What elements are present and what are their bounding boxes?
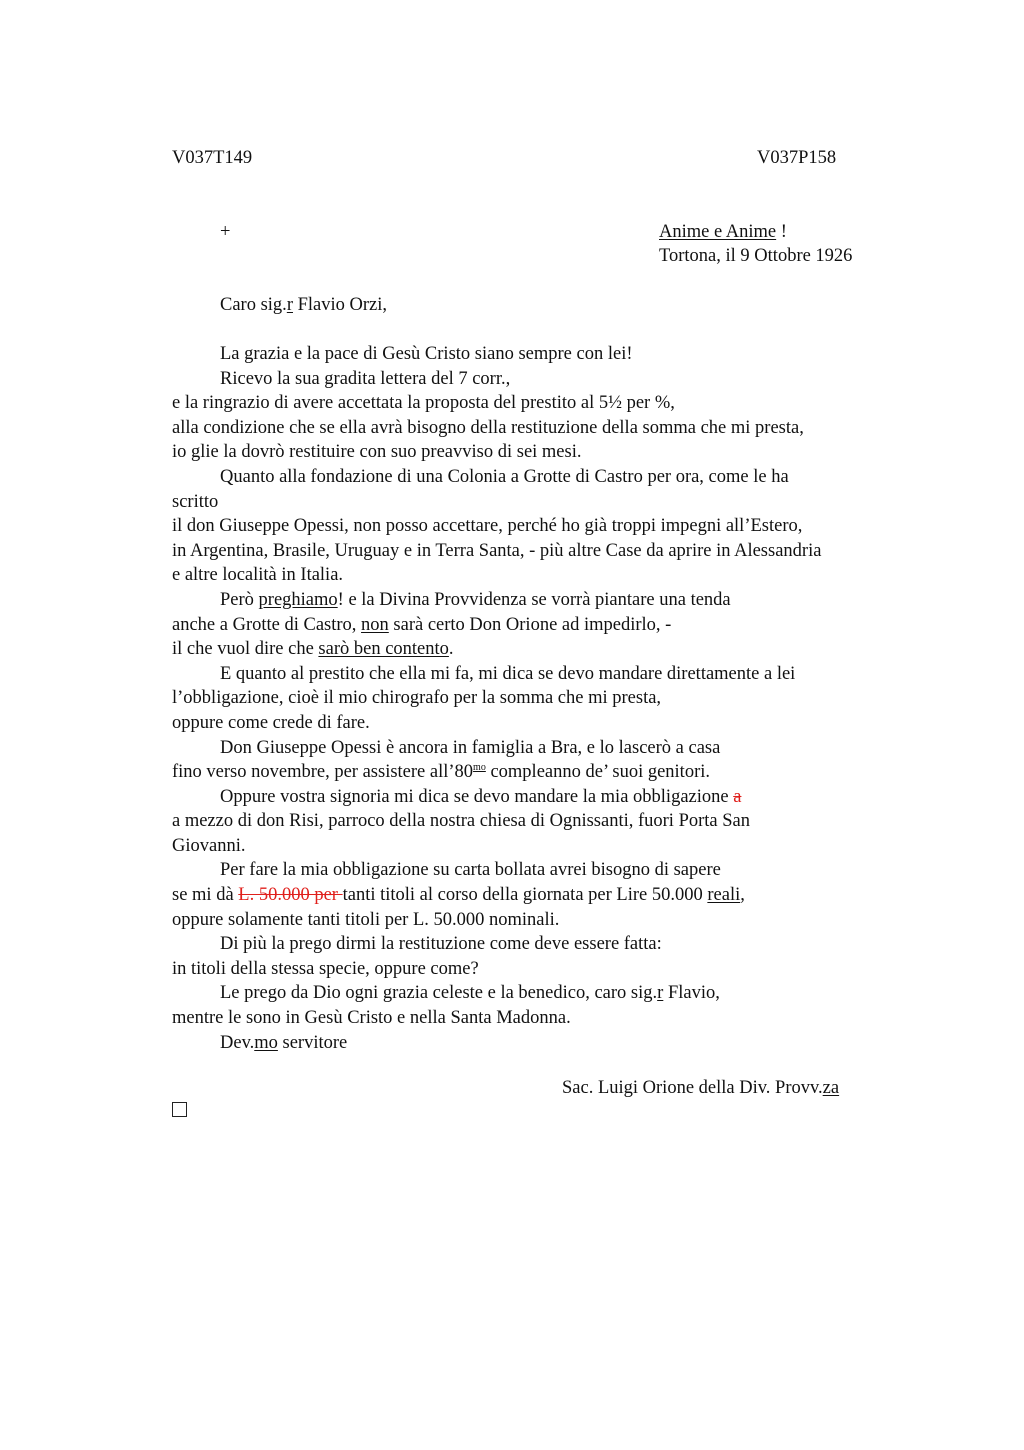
motto — [659, 220, 787, 245]
salutation — [220, 293, 387, 318]
text-segment: tanti titoli al corso della giornata per Lire 50.000 — [342, 885, 708, 906]
text-segment: anche a Grotte di Castro, — [172, 614, 362, 635]
body-line: oppure solamente tanti titoli per L. 50.000 nominali. — [172, 909, 560, 930]
cross-mark: + — [220, 222, 231, 242]
salutation-name: Flavio Orzi, — [292, 295, 388, 315]
body-line: scritto — [172, 491, 219, 512]
body-line: Giovanni. — [172, 835, 246, 856]
body-line: Di più la prego dirmi la restituzione come deve essere fatta: — [220, 934, 662, 955]
text-segment: sarà certo Don Orione ad impedirlo, - — [388, 614, 672, 635]
body-line: in Argentina, Brasile, Uruguay e in Terra Santa, - più altre Case da aprire in Alessandria — [172, 540, 822, 561]
body-line: E quanto al prestito che ella mi fa, mi dica se devo mandare direttamente a lei — [220, 663, 796, 684]
body-line: alla condizione che se ella avrà bisogno della restituzione della somma che mi presta, — [172, 417, 804, 438]
body-line: Don Giuseppe Opessi è ancora in famiglia a Bra, e lo lascerò a casa — [220, 737, 721, 758]
document-code-right: V037P158 — [757, 148, 837, 168]
underlined-word: preghiamo — [258, 589, 338, 610]
body-line: mentre le sono in Gesù Cristo e nella Santa Madonna. — [172, 1008, 571, 1029]
deleted-text: a — [733, 786, 742, 807]
text-segment: fino verso novembre, per assistere all’80 — [172, 762, 474, 783]
body-line: Per fare la mia obbligazione su carta bollata avrei bisogno di sapere — [220, 860, 721, 881]
body-line: l’obbligazione, cioè il mio chirografo per la somma che mi presta, — [172, 688, 662, 709]
text-segment: compleanno de’ suoi genitori. — [485, 762, 710, 783]
text-segment: , — [740, 885, 745, 906]
body-line: La grazia e la pace di Gesù Cristo siano sempre con lei! — [220, 344, 633, 364]
text-segment: Però — [220, 589, 259, 610]
text-segment: ! e la Divina Provvidenza se vorrà piantare una tenda — [337, 589, 731, 610]
text-segment: Flavio, — [663, 983, 720, 1004]
end-marker-box — [172, 1102, 187, 1117]
text-segment: Oppure vostra signoria mi dica se devo mandare la mia obbligazione — [220, 786, 734, 807]
motto-exclamation: ! — [776, 222, 787, 242]
letter-body — [172, 342, 912, 1055]
body-line: Ricevo la sua gradita lettera del 7 corr., — [220, 368, 511, 389]
document-code-left: V037T149 — [172, 148, 253, 168]
body-line: oppure come crede di fare. — [172, 712, 370, 733]
salutation-part: Caro sig. — [220, 295, 287, 315]
body-line — [172, 981, 912, 1006]
body-line — [172, 588, 912, 613]
body-line: in titoli della stessa specie, oppure come? — [172, 958, 479, 979]
underlined-word: reali — [707, 885, 741, 906]
signature-abbrev: za — [822, 1078, 840, 1098]
body-line: e la ringrazio di avere accettata la proposta del prestito al 5½ per %, — [172, 393, 675, 414]
body-line — [172, 1031, 912, 1056]
text-segment: . — [448, 639, 454, 660]
text-segment: se mi dà — [172, 885, 239, 906]
underlined-abbrev: mo — [254, 1032, 278, 1053]
deleted-text: L. 50.000 per — [238, 885, 343, 906]
underlined-word: non — [361, 614, 389, 635]
underlined-abbrev: r — [657, 983, 664, 1004]
body-line: io glie la dovrò restituire con suo preavviso di sei mesi. — [172, 442, 582, 463]
signature-text: Sac. Luigi Orione della Div. Provv. — [562, 1078, 823, 1098]
body-line — [172, 613, 912, 638]
body-line: il don Giuseppe Opessi, non posso accettare, perché ho già troppi impegni all’Estero, — [172, 516, 803, 537]
body-line — [172, 760, 912, 785]
body-line — [172, 883, 912, 908]
superscript: mo — [473, 762, 486, 774]
body-line — [172, 637, 912, 662]
place-date: Tortona, il 9 Ottobre 1926 — [659, 246, 853, 266]
signature — [562, 1076, 839, 1101]
salutation-abbrev: r — [286, 295, 293, 315]
text-segment: Dev. — [220, 1032, 255, 1053]
motto-text: Anime e Anime — [659, 222, 777, 242]
body-line — [172, 785, 912, 810]
text-segment: il che vuol dire che — [172, 639, 319, 660]
body-line: a mezzo di don Risi, parroco della nostra chiesa di Ognissanti, fuori Porta San — [172, 811, 750, 832]
text-segment: Le prego da Dio ogni grazia celeste e la benedico, caro sig. — [220, 983, 658, 1004]
body-line: Quanto alla fondazione di una Colonia a Grotte di Castro per ora, come le ha — [220, 466, 789, 487]
body-line: e altre località in Italia. — [172, 565, 344, 586]
text-segment: servitore — [277, 1032, 348, 1053]
underlined-phrase: sarò ben contento — [318, 639, 449, 660]
